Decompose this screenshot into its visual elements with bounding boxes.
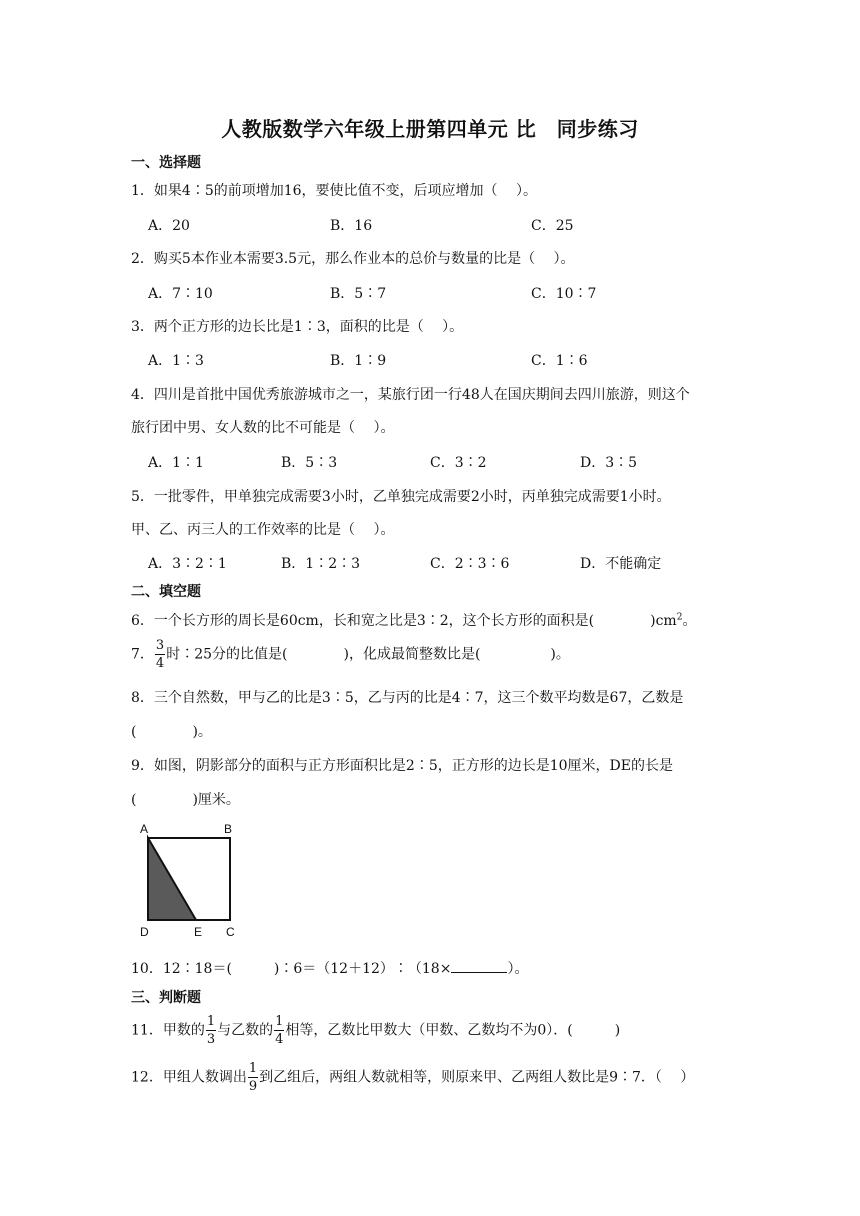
question-9-line2: ( )厘米。 [131, 792, 240, 808]
q4-option-b: B．5∶3 [281, 455, 338, 471]
question-4-line1: 4．四川是首批中国优秀旅游城市之一，某旅行团一行48人在国庆期间去四川旅游，则这个 [131, 387, 690, 403]
q11-text: 相等，乙数比甲数大（甲数、乙数均不为0）．( ) [285, 1022, 621, 1039]
question-9-line1: 9．如图，阴影部分的面积与正方形面积比是2∶5，正方形的边长是10厘米，DE的长是 [131, 758, 673, 774]
q11-fraction-2 [274, 1015, 284, 1046]
q11-fraction-2-denominator: 4 [275, 1032, 284, 1047]
question-5-line1: 5．一批零件，甲单独完成需要3小时，乙单独完成需要2小时，丙单独完成需要1小时。 [131, 489, 671, 505]
vertex-label-e: E [194, 925, 203, 939]
vertex-label-c: C [226, 925, 235, 939]
q4-option-c: C．3∶2 [430, 455, 487, 471]
q7-text: 时∶25分的比值是( )，化成最简整数比是( )。 [166, 646, 570, 663]
q2-option-b: B．5∶7 [330, 286, 387, 302]
q12-fraction [248, 1062, 258, 1093]
q5-option-c: C．2∶3∶6 [430, 556, 510, 572]
vertex-label-a: A [140, 822, 149, 836]
page-title: 人教版数学六年级上册第四单元 比 同步练习 [221, 117, 639, 141]
q4-option-a: A．1∶1 [148, 455, 204, 471]
q12-fraction-denominator: 9 [248, 1079, 258, 1094]
q6-end: 。 [682, 613, 697, 629]
q11-mid: 与乙数的 [217, 1022, 274, 1039]
q12-fraction-numerator: 1 [248, 1061, 258, 1076]
question-10 [131, 958, 528, 978]
q2-option-a: A．7∶10 [148, 286, 213, 302]
q3-option-c: C．1∶6 [531, 353, 588, 369]
question-8-line2: ( )。 [131, 724, 212, 740]
question-8-line1: 8．三个自然数，甲与乙的比是3∶5，乙与丙的比是4∶7，这三个数平均数是67，乙数是 [131, 690, 684, 706]
q10-text-a: 10．12∶18＝( )∶6＝（12＋12）∶（18× [131, 961, 452, 977]
q11-fraction-1 [206, 1015, 216, 1046]
vertex-label-d: D [140, 925, 149, 939]
q1-option-c: C．25 [531, 218, 574, 234]
section-heading-judge: 三、判断题 [131, 990, 201, 1006]
q10-answer-underline [451, 958, 507, 973]
q5-option-d: D．不能确定 [580, 556, 662, 572]
q1-option-b: B．16 [330, 218, 373, 234]
q12-text: 到乙组后，两组人数就相等，则原来甲、乙两组人数比是9∶7．（ ） [259, 1069, 695, 1086]
q5-option-a: A．3∶2∶1 [148, 556, 227, 572]
question-7 [131, 639, 570, 670]
q3-option-a: A．1∶3 [148, 353, 204, 369]
q12-prefix: 12．甲组人数调出 [131, 1069, 247, 1086]
q6-unit-superscript: 2 [676, 612, 683, 623]
q3-option-b: B．1∶9 [330, 353, 387, 369]
q10-text-b: ）。 [507, 961, 529, 977]
question-6 [131, 610, 696, 630]
q6-text: 6．一个长方形的周长是60cm，长和宽之比是3∶2，这个长方形的面积是( )cm [131, 613, 677, 629]
question-4-line2: 旅行团中男、女人数的比不可能是（ ）。 [131, 420, 395, 436]
question-11 [131, 1015, 620, 1046]
question-12 [131, 1062, 694, 1093]
q7-fraction-denominator: 4 [155, 656, 165, 671]
question-3: 3．两个正方形的边长比是1∶3，面积的比是（ ）。 [131, 319, 464, 335]
q11-fraction-1-numerator: 1 [206, 1014, 216, 1029]
q5-option-b: B．1∶2∶3 [281, 556, 361, 572]
q2-option-c: C．10∶7 [531, 286, 597, 302]
section-heading-fill: 二、填空题 [131, 584, 201, 600]
q7-fraction [155, 639, 165, 670]
square-shaded-triangle-figure [138, 818, 248, 942]
section-heading-choice: 一、选择题 [131, 155, 201, 171]
q11-fraction-1-denominator: 3 [206, 1032, 216, 1047]
q11-fraction-2-numerator: 1 [275, 1014, 284, 1029]
question-1: 1．如果4∶5的前项增加16，要使比值不变，后项应增加（ ）。 [131, 183, 537, 199]
q1-option-a: A．20 [148, 218, 190, 234]
q7-fraction-numerator: 3 [155, 638, 165, 653]
q4-option-d: D．3∶5 [580, 455, 638, 471]
question-5-line2: 甲、乙、丙三人的工作效率的比是（ ）。 [131, 522, 395, 538]
q7-number: 7． [131, 646, 154, 663]
shaded-triangle [148, 838, 196, 920]
question-2: 2．购买5本作业本需要3.5元，那么作业本的总价与数量的比是（ ）。 [131, 251, 575, 267]
vertex-label-b: B [224, 822, 233, 836]
q11-prefix: 11．甲数的 [131, 1022, 205, 1039]
